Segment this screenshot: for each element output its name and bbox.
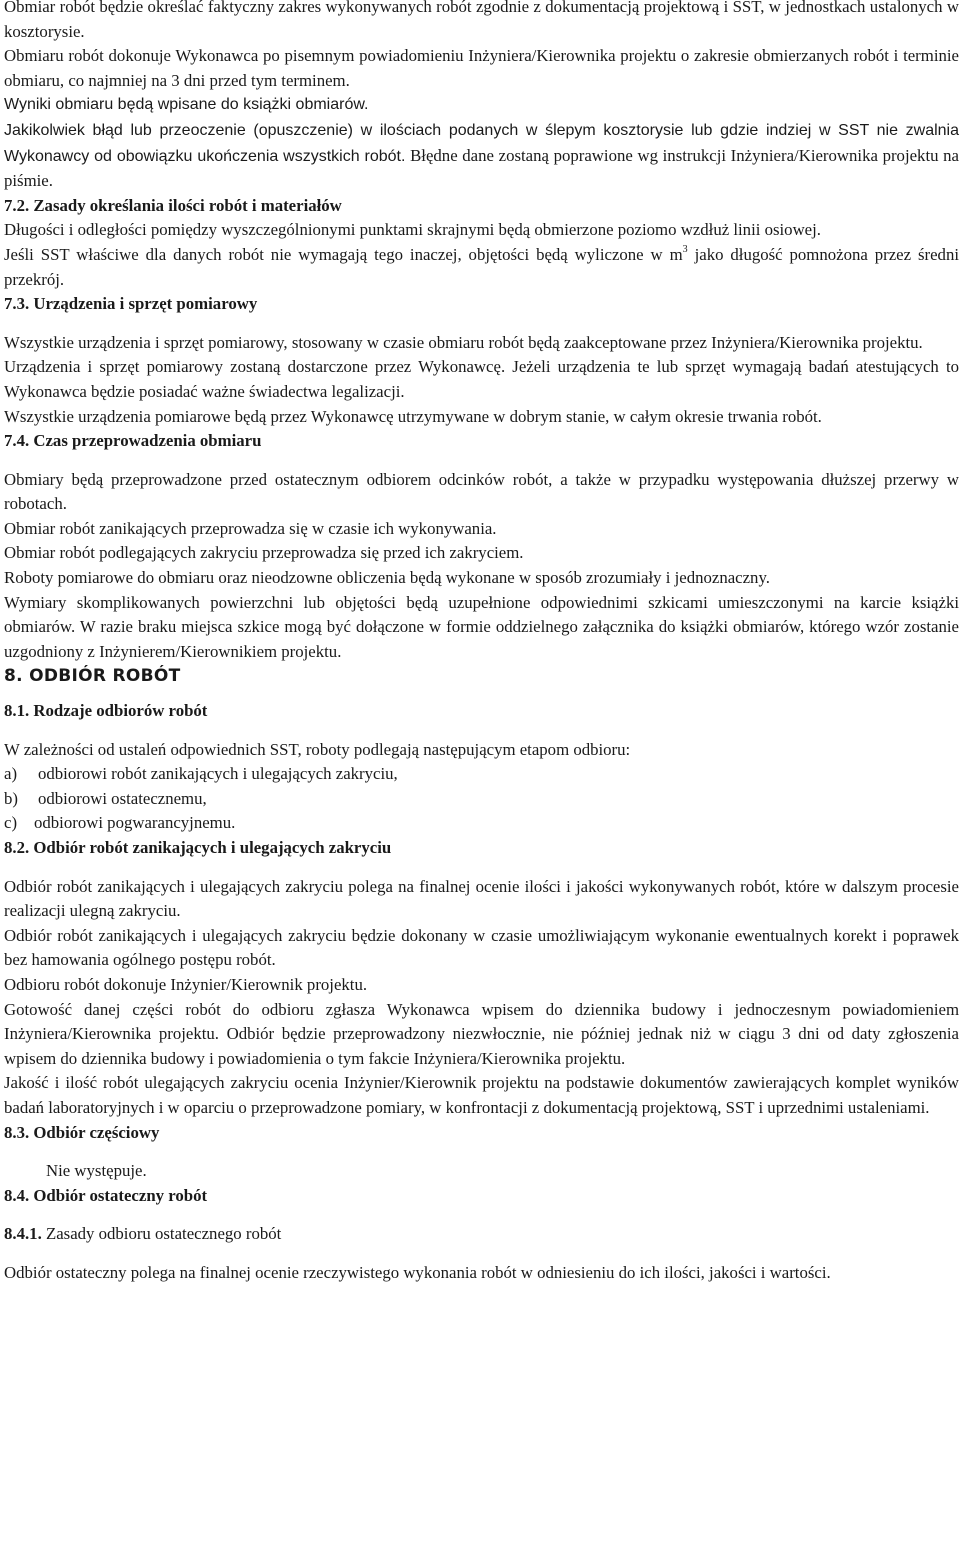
heading-8-4-1 [4,1222,959,1247]
paragraph-gotowosc: Gotowość danej części robót do odbioru zgłasza Wykonawca wpisem do dziennika budowy i jednoczesnym powiadomieniem Inżyniera/Kierownika projektu. Odbiór będzie przeprowadzony niezwłocznie, nie później jednak niż w ciągu 3 dni od daty zgłoszenia wpisem do dziennika budowy i powiadomienia o tym fakcie Inżyniera/Kierownika projektu. [4,999,959,1068]
heading-8-4-number: 8.4. [4,1185,30,1205]
heading-7-3 [4,292,959,317]
list-item-text: odbiorowi robót zanikających i ulegających zakryciu, [38,764,398,784]
paragraph-bledne-dane-text: Błędne dane zostaną poprawione wg instrukcji Inżyniera/Kierownika projektu na piśmie. [4,145,959,191]
list-item [4,787,959,812]
paragraph-roboty-pomiarowe: Roboty pomiarowe do obmiaru oraz nieodzowne obliczenia będą wykonane w sposób zrozumiały i jednoznaczny. [4,568,770,588]
heading-8: 8. ODBIÓR ROBÓT [4,666,181,687]
heading-8-1 [4,699,959,724]
heading-8-3-number: 8.3. [4,1122,30,1142]
heading-7-4 [4,429,959,454]
paragraph-obmiar-zakres: Obmiar robót będzie określać faktyczny zakres wykonywanych robót zgodnie z dokumentacją projektową i SST, w jednostkach ustalonych w kosztorysie. [4,0,959,41]
paragraph-dlugosci: Długości i odległości pomiędzy wyszczególnionymi punktami skrajnymi będą obmierzone poziomo wzdłuż linii osiowej. [4,220,821,240]
list-item-text: odbiorowi ostatecznemu, [38,788,207,808]
heading-8-3-title: Odbiór częściowy [29,1122,160,1142]
list-marker: b) [4,788,18,808]
list-marker: c) [4,813,18,833]
paragraph-obmiar-zakryciu: Obmiar robót podlegających zakryciu przeprowadza się przed ich zakryciem. [4,543,524,563]
heading-8-2 [4,836,959,861]
paragraph-obmiary-przed-odbiorem: Obmiary będą przeprowadzone przed ostatecznym odbiorem odcinków robót, a także w przypadku występowania dłuższej przerwy w robotach. [4,469,959,514]
paragraph-odbior-ostateczny: Odbiór ostateczny polega na finalnej ocenie rzeczywistego wykonania robót w odniesieniu do ich ilości, jakości i wartości. [4,1262,831,1282]
paragraph-urzadzenia-dostarczenie: Urządzenia i sprzęt pomiarowy zostaną dostarczone przez Wykonawcę. Jeżeli urządzenia te lub sprzęt wymagają badań atestujących to Wykonawca będzie posiadać ważne świadectwa legalizacji. [4,357,959,401]
heading-8-1-number: 8.1. [4,701,30,721]
paragraph-etapy-odbioru: W zależności od ustaleń odpowiednich SST, roboty podlegają następującym etapom odbioru: [4,739,631,759]
heading-8-4-1-number: 8.4.1. [4,1224,42,1244]
heading-8-1-title: Rodzaje odbiorów robót [29,701,208,721]
heading-7-4-title: Czas przeprowadzenia obmiaru [29,431,262,451]
paragraph-jakosc-ilosc: Jakość i ilość robót ulegających zakryciu ocenia Inżynier/Kierownik projektu na podstawie dokumentów zawierających komplet wyników badań laboratoryjnych i w oparciu o przeprowadzone pomiary, w konfrontacji z dokumentacją projektową, SST i uprzednimi ustaleniami. [4,1073,959,1117]
paragraph-wymiary-szkice: Wymiary skomplikowanych powierzchni lub objętości będą uzupełnione odpowiednimi szkicami umieszczonymi na karcie książki obmiarów. W razie braku miejsca szkice mogą być dołączone w formie oddzielnego załącznika do książki obmiarów, którego wzór zostanie uzgodniony z Inżynierem/Kierownikiem projektu. [4,592,959,661]
heading-7-2-number: 7.2. [4,195,30,215]
document-page [4,0,959,1286]
heading-7-3-title: Urządzenia i sprzęt pomiarowy [29,294,258,314]
list-marker: a) [4,764,18,784]
paragraph-objetosci [4,243,959,292]
paragraph-wyniki-obmiaru: Wyniki obmiaru będą wpisane do książki obmiarów. [4,96,369,114]
heading-8-4 [4,1184,959,1209]
heading-8-3 [4,1121,959,1146]
heading-7-3-number: 7.3. [4,294,30,314]
paragraph-odbior-zanikajacych: Odbiór robót zanikających i ulegających zakryciu polega na finalnej ocenie ilości i jakości wykonywanych robót, które w dalszym procesie realizacji ulegną zakryciu. [4,876,959,921]
list-item-text: odbiorowi pogwarancyjnemu. [34,813,236,833]
paragraph-objetosci-b: jako długość pomnożona przez średni przekrój. [4,244,959,289]
heading-8-4-1-title: Zasady odbioru ostatecznego robót [41,1224,282,1244]
heading-7-2 [4,194,959,219]
paragraph-urzadzenia-akceptacja: Wszystkie urządzenia i sprzęt pomiarowy, stosowany w czasie obmiaru robót będą zaakceptowane przez Inżyniera/Kierownika projektu. [4,332,923,352]
paragraph-obmiar-zanikajacych: Obmiar robót zanikających przeprowadza się w czasie ich wykonywania. [4,518,497,538]
paragraph-odbior-czas: Odbiór robót zanikających i ulegających zakryciu będzie dokonany w czasie umożliwiającym wykonanie ewentualnych korekt i poprawek bez hamowania ogólnego postępu robót. [4,925,959,970]
heading-7-4-number: 7.4. [4,431,30,451]
superscript-3: 3 [682,243,688,255]
paragraph-obmiar-wykonawca: Obmiaru robót dokonuje Wykonawca po pisemnym powiadomieniu Inżyniera/Kierownika projektu o zakresie obmierzanych robót i terminie obmiaru, co najmniej na 3 dni przed tym terminem. [4,46,959,90]
heading-8-2-number: 8.2. [4,838,30,857]
paragraph-blad-przeoczenie-text: Jakikolwiek błąd lub przeoczenie (opuszczenie) w ilościach podanych w ślepym kosztorysie lub gdzie indziej w SST nie zwalnia Wykonawcy od obowiązku ukończenia wszystkich robót. [4,121,959,165]
paragraph-nie-wystepuje: Nie występuje. [46,1161,147,1181]
heading-8-2-title: Odbiór robót zanikających i ulegających zakryciu [29,838,392,857]
paragraph-odbioru-dokonuje: Odbioru robót dokonuje Inżynier/Kierownik projektu. [4,974,368,994]
paragraph-blad-przeoczenie [4,118,959,194]
paragraph-urzadzenia-stan: Wszystkie urządzenia pomiarowe będą przez Wykonawcę utrzymywane w dobrym stanie, w całym okresie trwania robót. [4,406,822,426]
list-item [4,762,959,787]
heading-7-2-title: Zasady określania ilości robót i materiałów [29,195,342,215]
heading-8-4-title: Odbiór ostateczny robót [29,1185,208,1205]
paragraph-objetosci-a: Jeśli SST właściwe dla danych robót nie wymagają tego inaczej, objętości będą wyliczone w m [4,244,683,264]
list-item [4,811,959,836]
